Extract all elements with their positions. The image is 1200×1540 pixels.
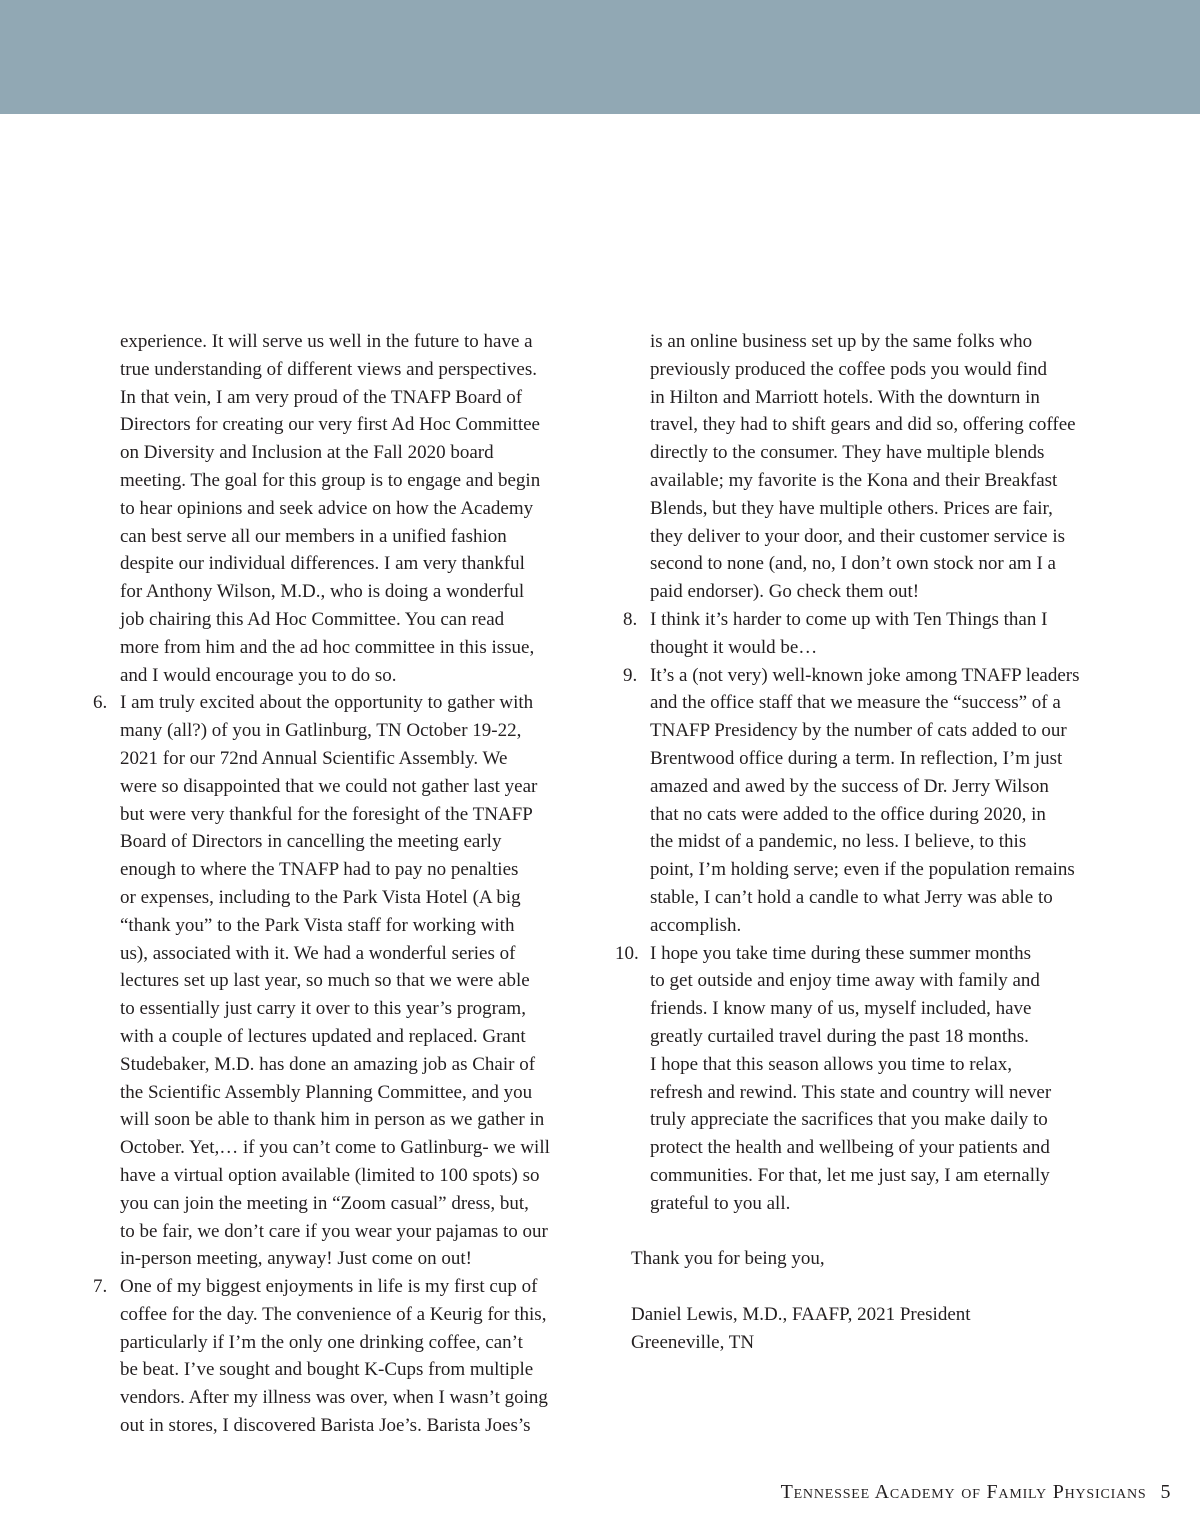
list-item-text: I think it’s harder to come up with Ten Things than I thought it would be… [650,608,1048,658]
list-number: 7. [93,1276,108,1298]
left-column [85,328,585,1440]
publication-name: Tennessee Academy of Family Physicians [780,1481,1147,1503]
continued-paragraph: is an online business set up by the same folks who previously produced the coffee pods you would find in Hilton and Marriott hotels. With the downturn in travel, they had to shift gears and did so, offering coffee directly to the consumer. They have multiple blends available; my favorite is the Kona and their Breakfast Blends, but they have multiple others. Prices are fair, they deliver to your door, and their customer service is second to none (and, no, I don’t own stock nor am I a paid endorser). Go check them out! [650,331,1076,603]
list-item-8 [615,606,1115,662]
list-item-6 [85,689,585,1273]
right-column [615,328,1115,1356]
list-item-7 [85,1273,585,1440]
list-item-text: I am truly excited about the opportunity to gather with many (all?) of you in Gatlinburg, TN October 19-22, 2021 for our 72nd Annual Scientific Assembly. We were so disappointed that we could not gather last year but were very thankful for the foresight of the TNAFP Board of Directors in cancelling the meeting early enough to where the TNAFP had to pay no penalties or expenses, including to the Park Vista Hotel (A big “thank you” to the Park Vista staff for working with us), associated with it. We had a wonderful series of lectures set up last year, so much so that we were able to essentially just carry it over to this year’s program, with a couple of lectures updated and replaced. Grant Studebaker, M.D. has done an amazing job as Chair of the Scientific Assembly Planning Committee, and you will soon be able to thank him in person as we gather in October. Yet,… if you can’t come to Gatlinburg- we will have a virtual option available (limited to 100 spots) so you can join the meeting in “Zoom casual” dress, but, to be fair, we don’t care if you wear your pajamas to our in-person meeting, anyway! Just come on out! [120,692,550,1270]
list-item-10 [615,940,1115,1218]
continued-paragraph: experience. It will serve us well in the future to have a true understanding of different views and perspectives. In that vein, I am very proud of the TNAFP Board of Directors for creating our very first Ad Hoc Committee on Diversity and Inclusion at the Fall 2020 board meeting. The goal for this group is to engage and begin to hear opinions and seek advice on how the Academy can best serve all our members in a unified fashion despite our individual differences. I am very thankful for Anthony Wilson, M.D., who is doing a wonderful job chairing this Ad Hoc Committee. You can read more from him and the ad hoc committee in this issue, and I would encourage you to do so. [120,331,541,686]
list-number: 8. [623,608,638,630]
header-color-band [0,0,1200,114]
spacer [615,1218,1115,1246]
signature-block: Daniel Lewis, M.D., FAAFP, 2021 President Greeneville, TN [631,1303,971,1353]
list-item-9 [615,662,1115,940]
list-number: 6. [93,692,108,714]
list-number: 9. [623,664,638,686]
list-item-text: It’s a (not very) well-known joke among TNAFP leaders and the office staff that we measure the “success” of a TNAFP Presidency by the number of cats added to our Brentwood office during a term. In reflection, I’m just amazed and awed by the success of Dr. Jerry Wilson that no cats were added to the office during 2020, in the midst of a pandemic, no less. I believe, to this point, I’m holding serve; even if the population remains stable, I can’t hold a candle to what Jerry was able to accomplish. [650,664,1080,936]
spacer [615,1273,1115,1301]
page-number: 5 [1160,1481,1171,1503]
list-item-text: I hope you take time during these summer months to get outside and enjoy time away with family and friends. I know many of us, myself included, have greatly curtailed travel during the past 18 months. I hope that this season allows you time to relax, refresh and rewind. This state and country will never truly appreciate the sacrifices that you make daily to protect the health and wellbeing of your patients and communities. For that, let me just say, I am eternally grateful to you all. [650,942,1052,1214]
list-item-text: One of my biggest enjoyments in life is my first cup of coffee for the day. The convenience of a Keurig for this, particularly if I’m the only one drinking coffee, can’t be beat. I’ve sought and bought K-Cups from multiple vendors. After my illness was over, when I wasn’t going out in stores, I discovered Barista Joe’s. Barista Joes’s [120,1276,548,1437]
list-number: 10. [615,942,639,964]
page-footer [781,1481,1171,1504]
closing-line: Thank you for being you, [631,1248,825,1270]
